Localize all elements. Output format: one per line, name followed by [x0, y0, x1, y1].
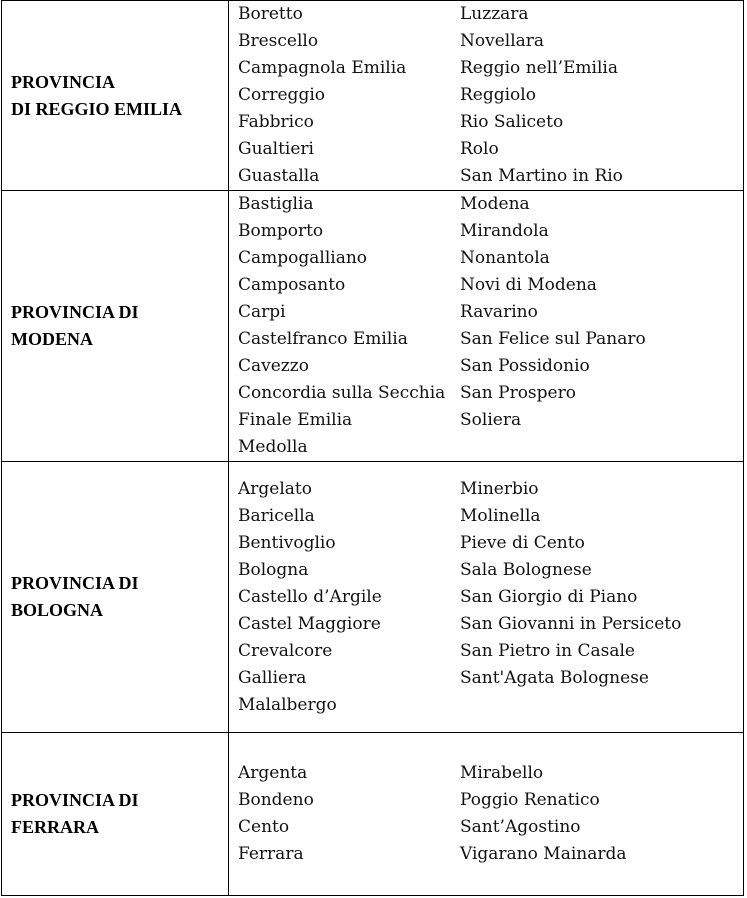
- town-name: Molinella: [460, 505, 541, 526]
- town-name: Mirandola: [460, 221, 549, 241]
- province-row-bologna: [2, 462, 744, 733]
- town-name: Vigarano Mainarda: [460, 844, 627, 864]
- town-name: Brescello: [238, 31, 319, 51]
- town-name: San Possidonio: [460, 356, 590, 376]
- province-name-line2: BOLOGNA: [11, 600, 104, 620]
- towns-columns: [229, 760, 743, 868]
- town-name: San Prospero: [460, 383, 576, 403]
- towns-columns: [229, 1, 743, 190]
- town-name: Argenta: [238, 763, 308, 783]
- province-name-cell: [2, 462, 229, 733]
- town-name: Luzzara: [460, 4, 529, 24]
- town-name: Gualtieri: [238, 139, 314, 159]
- provinces-table: [1, 0, 744, 896]
- province-name-cell: [2, 733, 229, 896]
- town-name: Novellara: [460, 31, 545, 51]
- province-name-line1: PROVINCIA DI: [11, 790, 139, 810]
- town-name: San Pietro in Casale: [460, 640, 635, 661]
- town-name: Nonantola: [460, 248, 550, 268]
- towns-column-a: [238, 1, 460, 190]
- town-name: Argelato: [238, 478, 312, 499]
- town-name: Carpi: [238, 302, 286, 322]
- town-name: San Felice sul Panaro: [460, 329, 646, 349]
- town-name: Mirabello: [460, 763, 544, 783]
- town-name: Pieve di Cento: [460, 532, 585, 553]
- town-name: San Giorgio di Piano: [460, 586, 638, 607]
- town-name: Guastalla: [238, 166, 320, 186]
- town-name: Concordia sulla Secchia: [238, 383, 446, 403]
- town-name: Bastiglia: [238, 194, 314, 214]
- town-name: Ferrara: [238, 844, 304, 864]
- town-name: Sala Bolognese: [460, 559, 592, 580]
- town-name: Bentivoglio: [238, 532, 336, 553]
- town-name: Castelfranco Emilia: [238, 329, 408, 349]
- town-name: Rolo: [460, 139, 499, 159]
- province-row-modena: [2, 191, 744, 462]
- town-name: Baricella: [238, 505, 315, 526]
- province-name-cell: [2, 1, 229, 191]
- town-name: Novi di Modena: [460, 275, 597, 295]
- towns-column-b: [460, 191, 740, 461]
- town-name: Bologna: [238, 559, 309, 580]
- towns-cell: [229, 462, 744, 733]
- towns-column-a: [238, 476, 460, 719]
- towns-column-a: [238, 760, 460, 868]
- town-name: Correggio: [238, 85, 325, 105]
- town-name: Rio Saliceto: [460, 112, 564, 132]
- province-row-reggio-emilia: [2, 1, 744, 191]
- town-name: Reggiolo: [460, 85, 536, 105]
- town-name: Finale Emilia: [238, 410, 353, 430]
- town-name: Modena: [460, 194, 530, 214]
- province-row-ferrara: [2, 733, 744, 896]
- town-name: Campagnola Emilia: [238, 58, 407, 78]
- town-name: Castel Maggiore: [238, 613, 381, 634]
- town-name: San Martino in Rio: [460, 166, 623, 186]
- province-name-line2: DI REGGIO EMILIA: [11, 98, 183, 119]
- towns-column-b: [460, 476, 740, 719]
- town-name: Sant’Agostino: [460, 817, 581, 837]
- towns-column-b: [460, 760, 740, 868]
- province-name-cell: [2, 191, 229, 462]
- town-name: Camposanto: [238, 275, 346, 295]
- town-name: Bondeno: [238, 790, 314, 810]
- town-name: Soliera: [460, 410, 522, 430]
- towns-cell: [229, 1, 744, 191]
- towns-cell: [229, 733, 744, 896]
- province-name-line1: PROVINCIA DI: [11, 302, 139, 322]
- town-name: Castello d’Argile: [238, 586, 382, 607]
- town-name: Cento: [238, 817, 290, 837]
- town-name: Ravarino: [460, 302, 538, 322]
- towns-columns: [229, 191, 743, 461]
- province-name-line2: FERRARA: [11, 817, 99, 837]
- town-name: Fabbrico: [238, 112, 314, 132]
- province-name-line1: PROVINCIA DI: [11, 573, 139, 593]
- towns-columns: [229, 476, 743, 719]
- town-name: Campogalliano: [238, 248, 368, 268]
- town-name: Sant'Agata Bolognese: [460, 667, 649, 688]
- town-name: Bomporto: [238, 221, 324, 241]
- towns-cell: [229, 191, 744, 462]
- town-name: Poggio Renatico: [460, 790, 600, 810]
- province-name-line2: MODENA: [11, 329, 93, 349]
- town-name: Galliera: [238, 667, 307, 688]
- town-name: Boretto: [238, 4, 303, 24]
- towns-column-b: [460, 1, 740, 190]
- town-name: Minerbio: [460, 478, 539, 499]
- town-name: Crevalcore: [238, 640, 333, 661]
- province-name-line1: PROVINCIA: [11, 71, 116, 92]
- town-name: San Giovanni in Persiceto: [460, 613, 682, 634]
- towns-column-a: [238, 191, 460, 461]
- town-name: Cavezzo: [238, 356, 309, 376]
- town-name: Malalbergo: [238, 694, 337, 715]
- town-name: Medolla: [238, 437, 308, 457]
- town-name: Reggio nell’Emilia: [460, 58, 618, 78]
